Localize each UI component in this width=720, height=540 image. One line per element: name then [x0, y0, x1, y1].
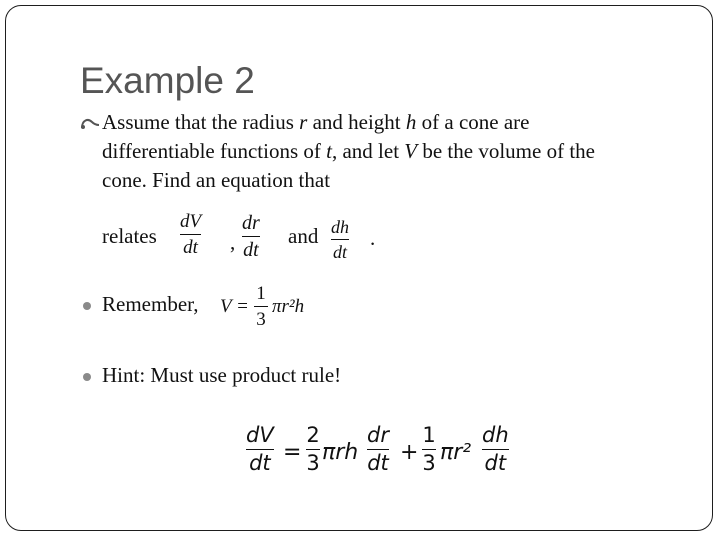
result-term-pir2: πr² [440, 440, 472, 465]
result-fraction-dv-dt: dV dt [246, 423, 274, 475]
fraction-dv-dt: dV dt [180, 211, 202, 258]
relates-and: and [288, 224, 319, 248]
result-fraction-two-thirds: 2 3 [306, 423, 320, 475]
bullet-dot-icon [83, 302, 91, 310]
result-fraction-dr-dt: dr dt [367, 423, 389, 475]
slide-title: Example 2 [80, 60, 255, 101]
fraction-dr-dt: dr dt [242, 212, 260, 261]
result-fraction-one-third: 1 3 [422, 423, 436, 475]
remember-lhs: V = [220, 296, 249, 317]
result-equals: = [283, 440, 302, 465]
bullet-dot-icon [83, 373, 91, 381]
fraction-one-third: 1 3 [254, 284, 268, 329]
paragraph-line-3: cone. Find an equation that [102, 168, 331, 192]
hint-text: Hint: Must use product rule! [102, 363, 342, 387]
relates-comma: , [230, 230, 236, 254]
relates-period: . [370, 226, 376, 250]
remember-label: Remember, [102, 292, 199, 316]
paragraph-line-2: differentiable functions of t, and let V be the volume of the [102, 139, 595, 163]
remember-rhs: πr²h [272, 296, 305, 317]
relates-label: relates [102, 224, 157, 248]
result-term-pirh: πrh [322, 440, 359, 465]
fraction-dh-dt: dh dt [331, 217, 349, 262]
result-plus: + [400, 440, 419, 465]
hook-bullet-icon [80, 116, 100, 130]
paragraph-line-1: Assume that the radius r and height h of a cone are [102, 110, 530, 134]
result-fraction-dh-dt: dh dt [482, 423, 509, 475]
